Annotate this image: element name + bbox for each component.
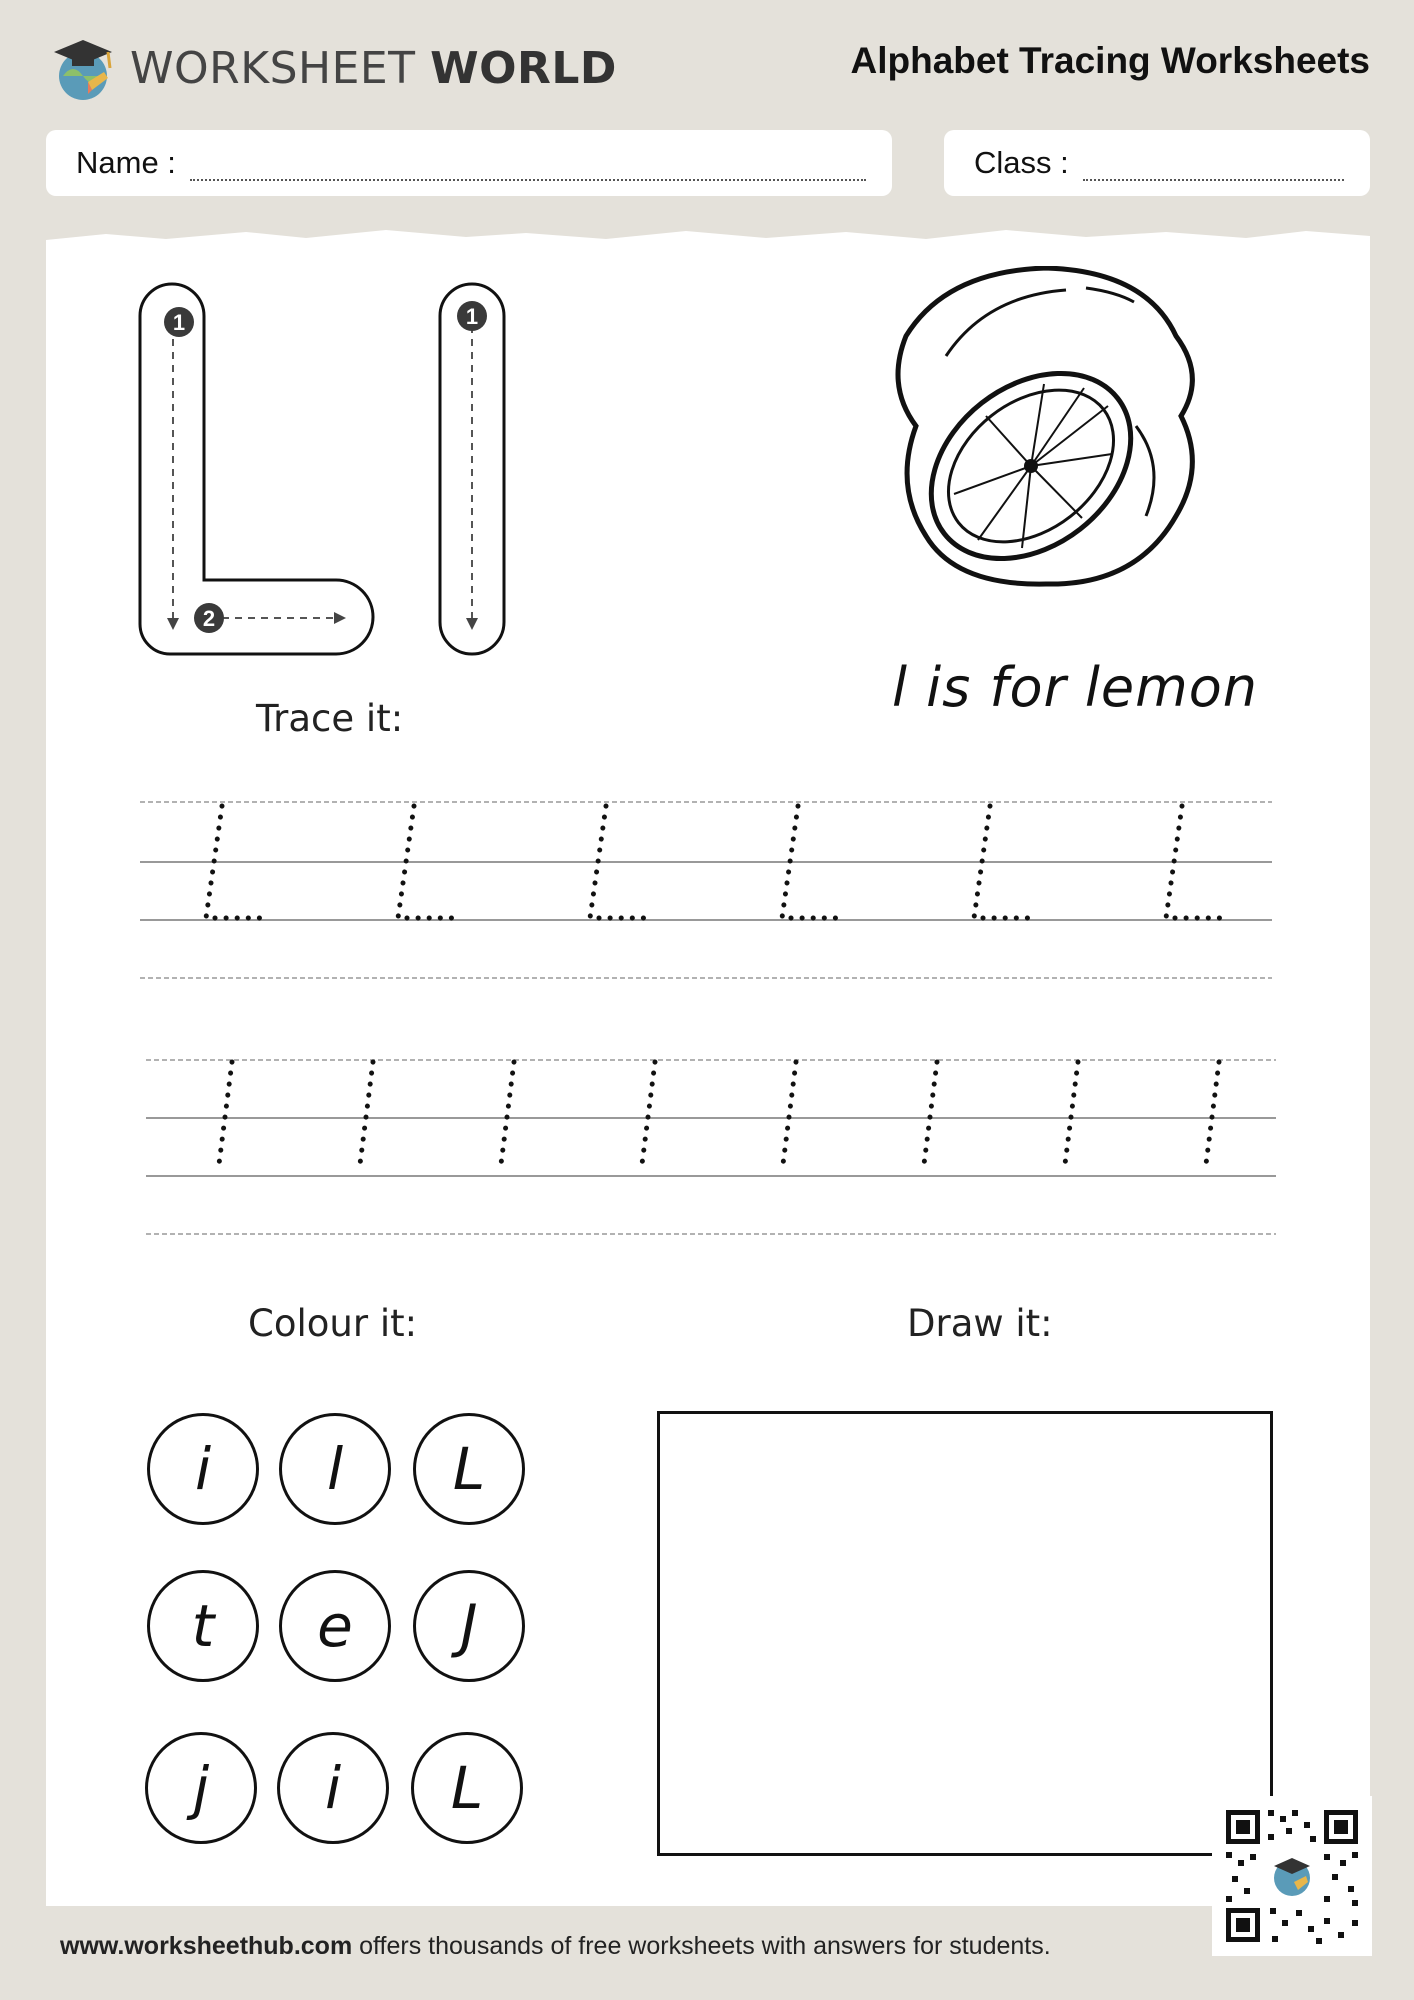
trace-lowercase-l [641,1062,655,1172]
trace-uppercase-l [782,806,836,918]
brand-logo [48,28,617,108]
uppercase-l-outline [140,284,373,654]
colour-circle[interactable]: j [145,1732,257,1844]
trace-uppercase-l [974,806,1028,918]
draw-area[interactable] [657,1411,1273,1856]
name-write-line[interactable] [190,145,866,181]
trace-lowercase-l [359,1062,373,1172]
lemon-illustration [876,266,1228,596]
trace-uppercase-l [398,806,452,918]
trace-lowercase-l [500,1062,514,1172]
trace-uppercase-l [590,806,644,918]
step-2-marker: 2 [202,606,216,631]
class-write-line[interactable] [1083,145,1344,181]
trace-lowercase-l [218,1062,232,1172]
letter-stroke-guide [136,280,516,660]
trace-lowercase-l [923,1062,937,1172]
colour-circle[interactable]: i [147,1413,259,1525]
trace-heading: Trace it: [256,697,404,740]
colour-heading: Colour it: [248,1302,418,1345]
colour-circle[interactable]: t [147,1570,259,1682]
page-title: Alphabet Tracing Worksheets [850,40,1370,81]
colour-circle[interactable]: J [413,1570,525,1682]
name-field[interactable] [46,130,892,196]
trace-lowercase-l [1205,1062,1219,1172]
trace-uppercase-l [206,806,260,918]
brand-name-bold: WORLD [430,42,617,94]
brand-name-light: WORKSHEET [130,42,416,94]
owl-mascot-icon [48,32,118,104]
letter-caption: l is for lemon [892,656,1258,719]
name-label: Name : [76,145,176,180]
colour-circle[interactable]: e [279,1570,391,1682]
colour-circle[interactable]: l [279,1413,391,1525]
footer-text: offers thousands of free worksheets with answers for students. [359,1932,1051,1960]
brand-name [130,43,617,94]
trace-upper-letters[interactable] [140,794,1276,934]
colour-circle[interactable]: i [277,1732,389,1844]
class-field[interactable] [944,130,1370,196]
footer-note [60,1932,1051,1961]
colour-circle[interactable]: L [411,1732,523,1844]
step-1-marker: 1 [172,310,186,335]
trace-uppercase-l [1166,806,1220,918]
class-label: Class : [974,145,1069,180]
colour-circle[interactable]: L [413,1413,525,1525]
draw-heading: Draw it: [907,1302,1053,1345]
trace-lower-letters[interactable] [146,1052,1282,1192]
trace-lowercase-l [782,1062,796,1172]
footer-site-link[interactable]: www.worksheethub.com [60,1932,353,1960]
trace-lowercase-l [1064,1062,1078,1172]
qr-code-icon [1212,1796,1372,1956]
step-1-marker-lower: 1 [465,304,479,329]
